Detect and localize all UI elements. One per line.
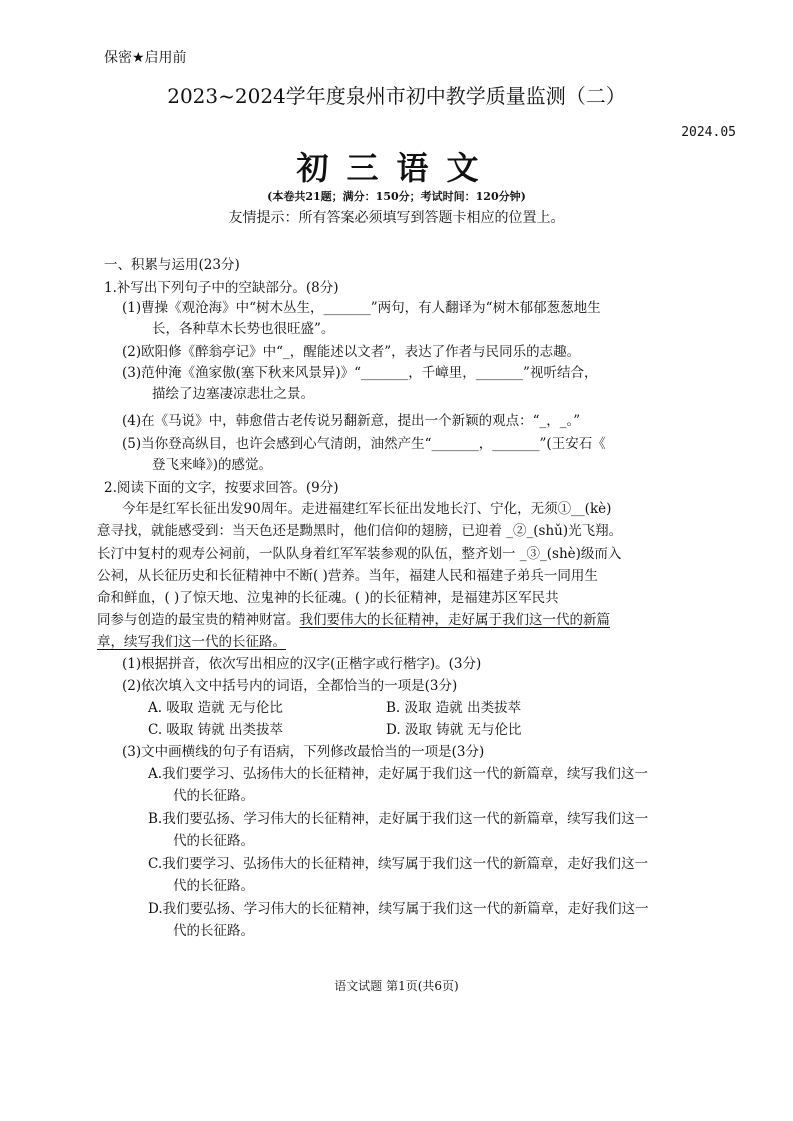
question-item: (3)范仲淹《渔家傲(塞下秋来风景异)》“_______，千嶂里，_______”视听结合， (122, 365, 598, 381)
passage-text: 同参与创造的最宝贵的精神财富。 (97, 612, 300, 628)
passage-line: 长汀中复村的观寿公祠前，一队队身着红军军装参观的队伍，整齐划一 _③_(shè)级而入 (97, 546, 622, 562)
question-stem: 2.阅读下面的文字，按要求回答。(9分) (104, 480, 339, 496)
sub-question: (2)依次填入文中括号内的词语，全都恰当的一项是(3分) (122, 678, 458, 694)
sub-question: (3)文中画横线的句子有语病，下列修改最恰当的一项是(3分) (122, 744, 485, 760)
exam-date: 2024.05 (681, 125, 736, 140)
option-line: 代的长征路。 (173, 923, 254, 939)
sub-question: (1)根据拼音，依次写出相应的汉字(正楷字或行楷字)。(3分) (122, 656, 482, 672)
passage-line: 今年是红军长征出发90周年。走进福建红军长征出发地长汀、宁化，无须①__(kè) (122, 501, 612, 517)
option-line: 代的长征路。 (173, 833, 254, 849)
exam-title: 2023~2024学年度泉州市初中教学质量监测（二） (167, 84, 626, 108)
underlined-sentence: 我们要伟大的长征精神，走好属于我们这一代的新篇 (299, 612, 610, 628)
friendly-tip: 友情提示：所有答案必须填写到答题卡相应的位置上。 (228, 210, 565, 226)
passage-line: 命和鲜血，( )了惊天地、泣鬼神的长征魂。( )的长征精神，是福建苏区军民共 (97, 590, 559, 606)
question-item: 长，各种草木长势也很旺盛”。 (152, 321, 335, 337)
subject-title: 初三语文 (296, 149, 497, 187)
option-b: B. 汲取 造就 出类拔萃 (386, 700, 522, 716)
question-stem: 1.补写出下列句子中的空缺部分。(8分) (104, 280, 339, 296)
page-footer: 语文试题 第1页(共6页) (334, 979, 459, 993)
option-line: 代的长征路。 (173, 878, 254, 894)
secret-mark: 保密★启用前 (104, 50, 187, 66)
section-title: 一、积累与运用(23分) (104, 257, 240, 273)
passage-line (97, 609, 610, 632)
question-item: (5)当你登高纵目，也许会感到心气清朗，油然产生“_______，_______”(王安石《 (122, 436, 606, 452)
question-item: 描绘了边塞凄凉悲壮之景。 (152, 386, 314, 402)
question-item: (2)欧阳修《醉翁亭记》中“_，醒能述以文者”，表达了作者与民同乐的志趣。 (122, 344, 581, 360)
passage-line: 公祠，从长征历史和长征精神中不断( )营养。当年，福建人民和福建子弟兵一同用生 (97, 568, 598, 584)
question-item: (1)曹操《观沧海》中“树木丛生，_______”两句，有人翻译为“树木郁郁葱葱地生 (122, 300, 601, 316)
option-line: A.我们要学习、弘扬伟大的长征精神，走好属于我们这一代的新篇章，续写我们这一 (148, 766, 649, 782)
option-c: C. 吸取 铸就 出类拔萃 (148, 722, 284, 738)
option-line: D.我们要弘扬、学习伟大的长征精神，续写属于我们这一代的新篇章，走好我们这一 (148, 901, 649, 917)
option-a: A. 吸取 造就 无与伦比 (148, 700, 283, 716)
option-line: C.我们要学习、弘扬伟大的长征精神，续写属于我们这一代的新篇章，走好我们这一 (148, 856, 649, 872)
question-item: 登飞来峰》)的感觉。 (152, 457, 273, 473)
option-d: D. 汲取 铸就 无与伦比 (386, 722, 522, 738)
option-line: B.我们要弘扬、学习伟大的长征精神，走好属于我们这一代的新篇章，续写我们这一 (148, 811, 649, 827)
question-item: (4)在《马说》中，韩愈借古老传说另翻新意，提出一个新颖的观点：“_，_。” (122, 413, 581, 429)
underlined-sentence: 章，续写我们这一代的长征路。 (97, 634, 286, 650)
option-line: 代的长征路。 (173, 788, 254, 804)
exam-meta: (本卷共21题；满分：150分；考试时间：120分钟) (267, 190, 526, 203)
passage-line: 意寻找，就能感受到：当天色还是黝黑时，他们信仰的翅膀，已迎着 _②_(shǔ)光飞翔。 (97, 523, 623, 539)
